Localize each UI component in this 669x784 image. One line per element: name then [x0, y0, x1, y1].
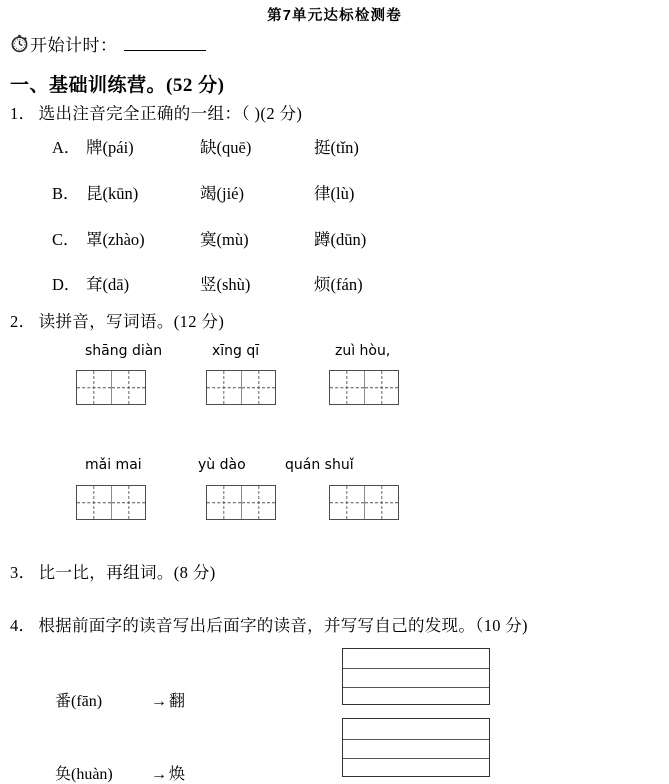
- question-1-option-b[interactable]: [52, 180, 652, 204]
- char-pair-row-2: [55, 761, 185, 784]
- start-timer-label: 开始计时：: [30, 36, 118, 55]
- question-2-stem: [10, 308, 224, 332]
- question-1-stem: [10, 100, 302, 124]
- char-pair-source: 番(fān): [55, 693, 103, 710]
- question-1-option-c[interactable]: [52, 226, 652, 250]
- question-1-text: 选出注音完全正确的一组：（ )(2 分): [38, 104, 303, 123]
- answer-table-row[interactable]: [343, 719, 489, 739]
- option-item: 竖(shù): [200, 275, 251, 294]
- answer-table-row[interactable]: [343, 758, 489, 776]
- option-item: 牌(pái): [86, 138, 134, 157]
- writing-grid-cell[interactable]: [111, 371, 145, 404]
- option-item: 律(lù): [314, 184, 355, 203]
- question-2-text: 读拼音，写词语。(12 分): [38, 312, 225, 331]
- option-letter: A．: [52, 138, 81, 157]
- writing-grid-cell[interactable]: [77, 486, 111, 519]
- writing-grid-group-4[interactable]: [76, 485, 146, 520]
- answer-table-row[interactable]: [343, 739, 489, 758]
- option-letter: D．: [52, 275, 81, 294]
- option-letter: C．: [52, 230, 80, 249]
- char-pair-target: 翻: [169, 693, 186, 710]
- arrow-right-icon: →: [151, 693, 167, 710]
- start-timer-blank[interactable]: [124, 36, 206, 51]
- option-item: 蹲(dūn): [314, 230, 367, 249]
- writing-grid-cell[interactable]: [111, 486, 145, 519]
- option-letter: B．: [52, 184, 80, 203]
- writing-grid-cell[interactable]: [241, 486, 275, 519]
- writing-grid-cell[interactable]: [77, 371, 111, 404]
- char-pair-row-1: [55, 688, 185, 711]
- writing-grid-cell[interactable]: [207, 486, 241, 519]
- option-item: 竭(jié): [200, 184, 244, 203]
- option-item: 挺(tǐn): [314, 138, 359, 157]
- question-3-text: 比一比，再组词。(8 分): [38, 563, 216, 582]
- stopwatch-icon: [10, 34, 29, 53]
- question-4-stem: [10, 614, 655, 638]
- pinyin-row-2-word-2: yù dào: [198, 457, 246, 473]
- writing-grid-group-5[interactable]: [206, 485, 276, 520]
- pinyin-row-2-word-3: quán shuǐ: [285, 457, 354, 473]
- writing-grid-cell[interactable]: [207, 371, 241, 404]
- answer-table-1[interactable]: [342, 648, 490, 705]
- arrow-right-icon: →: [151, 766, 167, 783]
- question-1-option-a[interactable]: [52, 134, 652, 158]
- question-3-number: 3．: [10, 563, 36, 582]
- answer-table-row[interactable]: [343, 687, 489, 704]
- option-item: 罩(zhào): [86, 230, 145, 249]
- option-item: 烦(fán): [314, 275, 363, 294]
- option-item: 昆(kūn): [86, 184, 139, 203]
- option-item: 耷(dā): [86, 275, 130, 294]
- writing-grid-cell[interactable]: [241, 371, 275, 404]
- char-pair-source: 奂(huàn): [55, 766, 113, 783]
- start-timer-row: [10, 31, 206, 56]
- question-2-number: 2．: [10, 312, 36, 331]
- answer-table-2[interactable]: [342, 718, 490, 777]
- writing-grid-cell[interactable]: [330, 371, 364, 404]
- option-item: 寞(mù): [200, 230, 249, 249]
- page-title: 第7单元达标检测卷: [267, 8, 402, 24]
- char-pair-target: 焕: [169, 766, 186, 783]
- writing-grid-group-3[interactable]: [329, 370, 399, 405]
- writing-grid-group-6[interactable]: [329, 485, 399, 520]
- pinyin-row-2-word-1: mǎi mai: [85, 457, 142, 473]
- section-heading: [10, 70, 224, 97]
- answer-table-row[interactable]: [343, 668, 489, 687]
- writing-grid-group-1[interactable]: [76, 370, 146, 405]
- writing-grid-cell[interactable]: [364, 486, 398, 519]
- question-4-number: 4．: [10, 616, 36, 635]
- question-1-number: 1．: [10, 104, 36, 123]
- writing-grid-group-2[interactable]: [206, 370, 276, 405]
- question-1-option-d[interactable]: [52, 271, 652, 295]
- pinyin-row-1-word-2: xīng qī: [212, 343, 260, 359]
- writing-grid-cell[interactable]: [330, 486, 364, 519]
- option-item: 缺(quē): [200, 138, 252, 157]
- answer-table-row[interactable]: [343, 649, 489, 668]
- section-score: (52 分): [166, 75, 225, 96]
- pinyin-row-1-word-1: shāng diàn: [85, 343, 163, 359]
- pinyin-row-1-word-3: zuì hòu,: [335, 343, 391, 359]
- section-heading-text: 一、基础训练营。: [10, 75, 167, 96]
- question-4-text: 根据前面字的读音写出后面字的读音，并写写自己的发现。（10 分): [38, 616, 528, 635]
- question-3-stem: [10, 559, 216, 583]
- writing-grid-cell[interactable]: [364, 371, 398, 404]
